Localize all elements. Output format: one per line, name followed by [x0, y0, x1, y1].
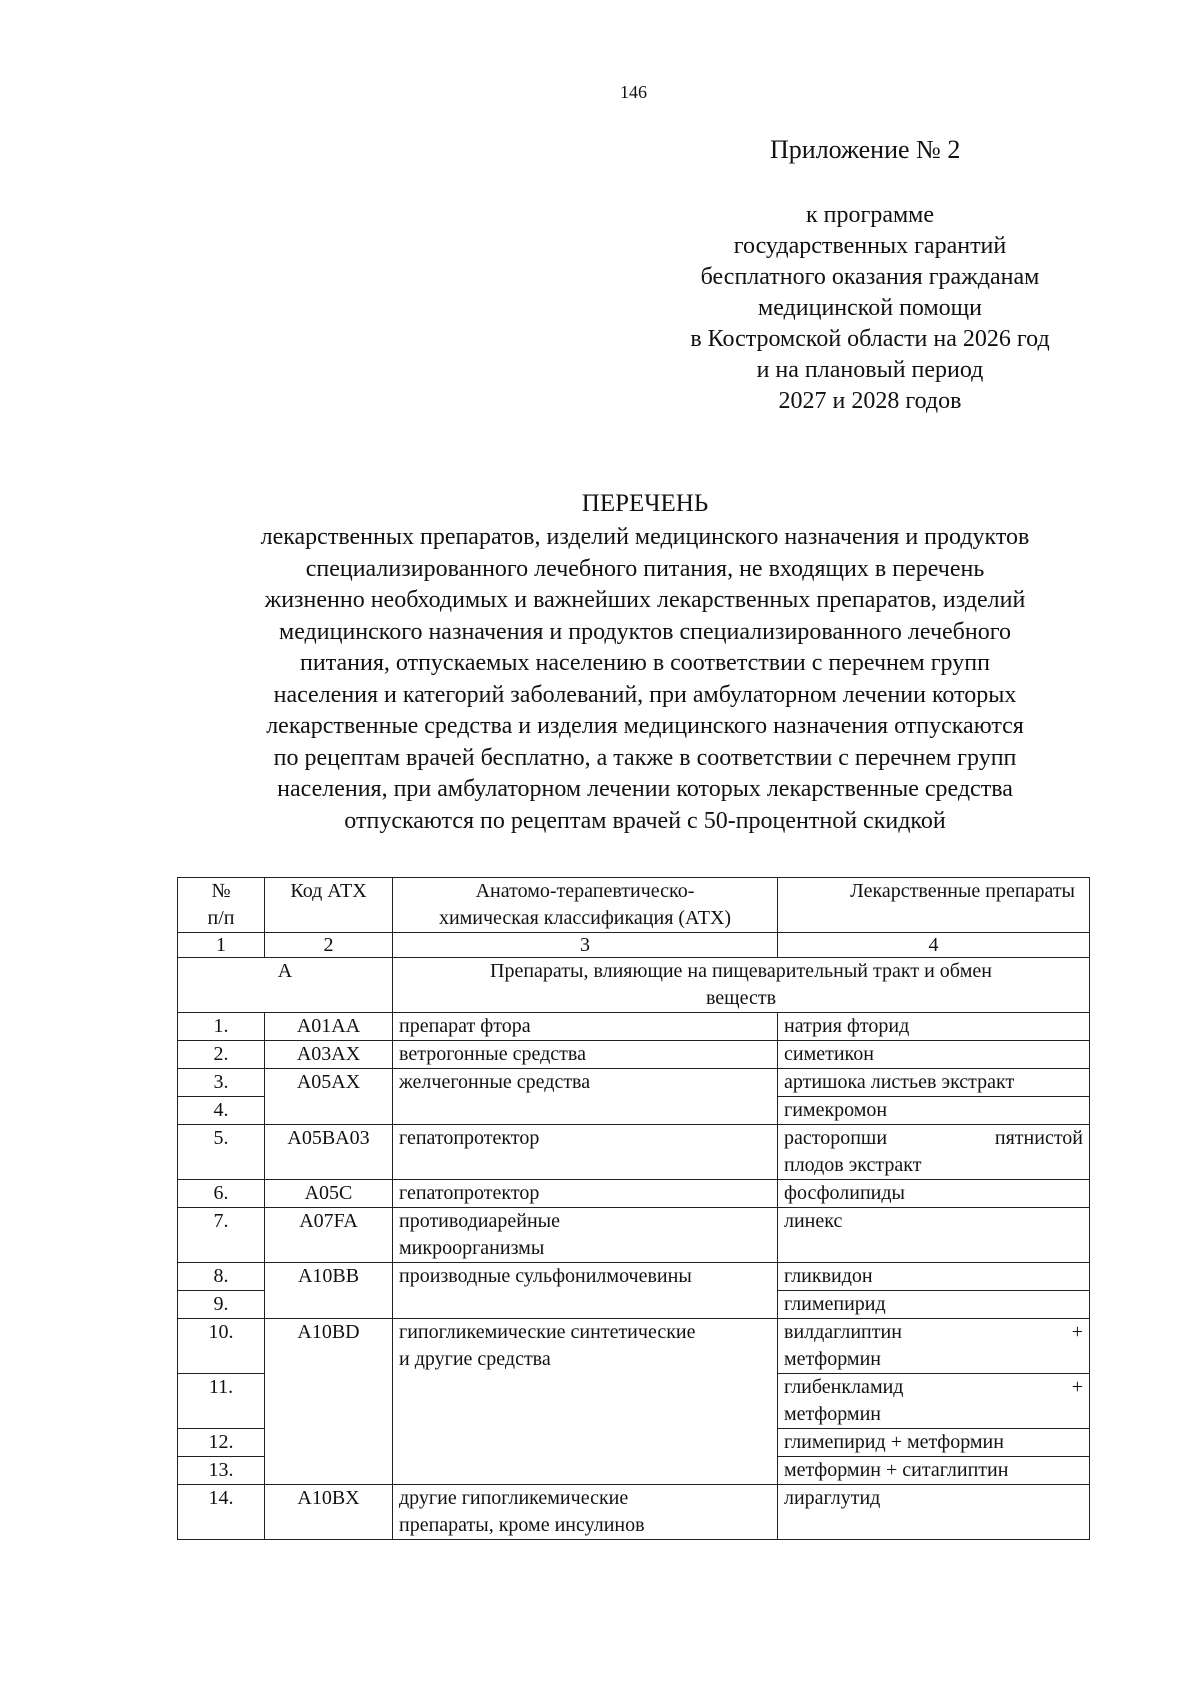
- drug-name: фосфолипиды: [778, 1180, 1090, 1208]
- atc-class: желчегонные средства: [393, 1069, 778, 1125]
- row-number: 4.: [178, 1097, 265, 1125]
- atc-class: производные сульфонилмочевины: [393, 1263, 778, 1319]
- description-line: по рецептам врачей бесплатно, а также в соответствии с перечнем групп: [273, 744, 1017, 771]
- drug-name: глимепирид: [778, 1291, 1090, 1319]
- description-line: специализированного лечебного питания, не входящих в перечень: [305, 555, 985, 582]
- description-line: медицинского назначения и продуктов специализированного лечебного: [279, 618, 1011, 645]
- table-row: [178, 1263, 1090, 1291]
- description-line: жизненно необходимых и важнейших лекарственных препаратов, изделий: [264, 587, 1026, 613]
- atc-code: A05C: [265, 1180, 393, 1208]
- group-row: [178, 958, 1090, 1013]
- document-title: ПЕРЕЧЕНЬ: [581, 490, 709, 517]
- atc-code: A10BD: [265, 1319, 393, 1485]
- row-number: 2.: [178, 1041, 265, 1069]
- header-number: № п/п: [178, 878, 265, 933]
- table-row: [178, 1319, 1090, 1374]
- atc-class: гипогликемические синтетические и другие средства: [393, 1319, 778, 1485]
- column-number: 4: [778, 933, 1090, 958]
- header-classification: Анатомо-терапевтическо- химическая классификация (АТХ): [393, 878, 778, 933]
- row-number: 14.: [178, 1485, 265, 1540]
- row-number: 3.: [178, 1069, 265, 1097]
- atc-class: гепатопротектор: [393, 1125, 778, 1180]
- appendix-subtitle-line: в Костромской области на 2026 год: [690, 326, 1050, 352]
- drug-name: симетикон: [778, 1041, 1090, 1069]
- description-line: питания, отпускаемых населению в соответствии с перечнем групп: [300, 650, 990, 676]
- row-number: 11.: [178, 1374, 265, 1429]
- row-number: 10.: [178, 1319, 265, 1374]
- table-row: [178, 1013, 1090, 1041]
- document-description: [155, 522, 1135, 837]
- drug-name: метформин + ситаглиптин: [778, 1457, 1090, 1485]
- column-number: 3: [393, 933, 778, 958]
- row-number: 5.: [178, 1125, 265, 1180]
- description-line: населения, при амбулаторном лечении которых лекарственные средства: [277, 776, 1013, 802]
- row-number: 12.: [178, 1429, 265, 1457]
- description-line: лекарственные средства и изделия медицинского назначения отпускаются: [266, 713, 1024, 739]
- drug-name: гимекромон: [778, 1097, 1090, 1125]
- row-number: 1.: [178, 1013, 265, 1041]
- appendix-title: Приложение № 2: [770, 135, 961, 164]
- drug-name: линекс: [778, 1208, 1090, 1263]
- drug-name: глибенкламид + метформин: [778, 1374, 1090, 1429]
- header-drugs: Лекарственные препараты: [778, 878, 1090, 933]
- group-code: А: [178, 958, 393, 1013]
- drug-name: расторопши пятнистой плодов экстракт: [778, 1125, 1090, 1180]
- atc-code: A10BX: [265, 1485, 393, 1540]
- drug-name: натрия фторид: [778, 1013, 1090, 1041]
- table-row: [178, 1208, 1090, 1263]
- atc-class: ветрогонные средства: [393, 1041, 778, 1069]
- page-number: 146: [620, 82, 647, 102]
- atc-class: противодиарейные микроорганизмы: [393, 1208, 778, 1263]
- row-number: 7.: [178, 1208, 265, 1263]
- appendix-subtitle-line: государственных гарантий: [733, 233, 1007, 259]
- description-line: лекарственных препаратов, изделий медицинского назначения и продуктов: [260, 524, 1030, 550]
- atc-code: A03AX: [265, 1041, 393, 1069]
- atc-class: гепатопротектор: [393, 1180, 778, 1208]
- table-row: [178, 1125, 1090, 1180]
- drug-name: артишока листьев экстракт: [778, 1069, 1090, 1097]
- row-number: 13.: [178, 1457, 265, 1485]
- atc-code: A01AA: [265, 1013, 393, 1041]
- drug-name: глимепирид + метформин: [778, 1429, 1090, 1457]
- row-number: 6.: [178, 1180, 265, 1208]
- drug-name: гликвидон: [778, 1263, 1090, 1291]
- description-line: отпускаются по рецептам врачей с 50-процентной скидкой: [344, 807, 946, 834]
- atc-code: A10BB: [265, 1263, 393, 1319]
- drugs-table: [177, 877, 1090, 1540]
- appendix-subtitle-line: медицинской помощи: [758, 295, 982, 321]
- table-row: [178, 1041, 1090, 1069]
- row-number: 8.: [178, 1263, 265, 1291]
- atc-code: A05BA03: [265, 1125, 393, 1180]
- atc-code: A05AX: [265, 1069, 393, 1125]
- appendix-subtitle: [640, 200, 1100, 417]
- table-row: [178, 1069, 1090, 1097]
- atc-code: A07FA: [265, 1208, 393, 1263]
- appendix-subtitle-line: бесплатного оказания гражданам: [700, 264, 1040, 290]
- table-row: [178, 1485, 1090, 1540]
- group-title: Препараты, влияющие на пищеварительный тракт и обмен веществ: [393, 958, 1090, 1013]
- column-number: 1: [178, 933, 265, 958]
- column-number-row: [178, 933, 1090, 958]
- appendix-subtitle-line: и на плановый период: [756, 357, 984, 383]
- description-line: населения и категорий заболеваний, при амбулаторном лечении которых: [273, 681, 1017, 708]
- atc-class: препарат фтора: [393, 1013, 778, 1041]
- header-code: Код АТХ: [265, 878, 393, 933]
- drug-name: лираглутид: [778, 1485, 1090, 1540]
- appendix-subtitle-line: к программе: [805, 202, 935, 228]
- row-number: 9.: [178, 1291, 265, 1319]
- column-number: 2: [265, 933, 393, 958]
- drug-name: вилдаглиптин + метформин: [778, 1319, 1090, 1374]
- table-row: [178, 1180, 1090, 1208]
- table-header-row: [178, 878, 1090, 933]
- appendix-subtitle-line: 2027 и 2028 годов: [778, 388, 962, 414]
- atc-class: другие гипогликемические препараты, кроме инсулинов: [393, 1485, 778, 1540]
